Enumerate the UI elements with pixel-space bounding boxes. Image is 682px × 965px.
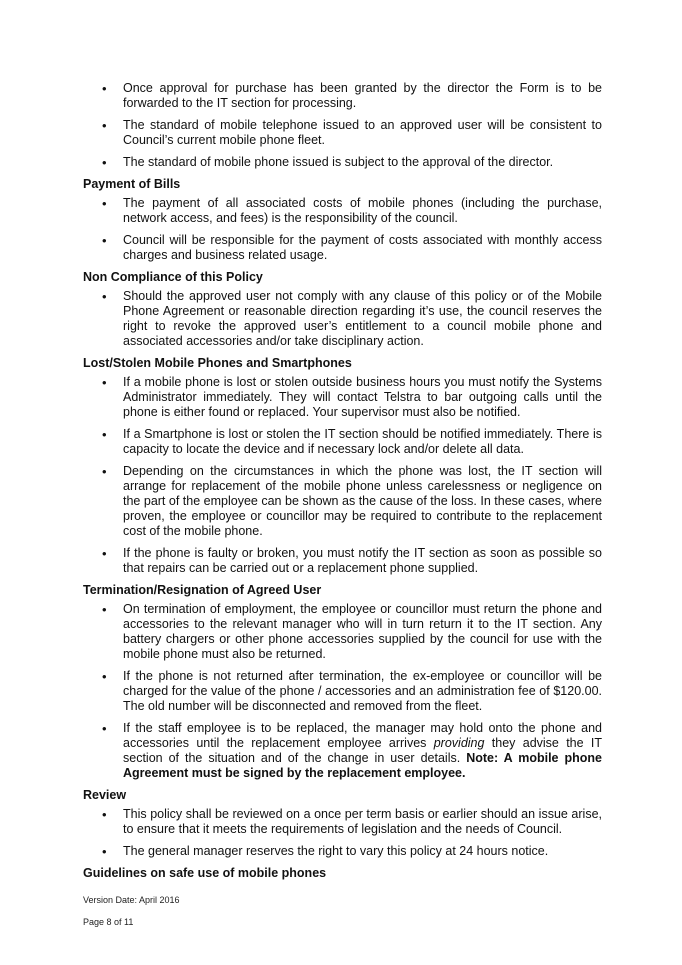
lost-stolen-list — [83, 375, 602, 576]
list-item: • Depending on the circumstances in which the phone was lost, the IT section will arrange for replacement of the mobile phone unless carelessness or negligence on the part of the employee can be shown as the cause of the loss. In these cases, where proven, the employee or councillor may be required to contribute to the replacement cost of the mobile phone. — [83, 464, 602, 539]
noncompliance-heading: Non Compliance of this Policy — [83, 270, 263, 284]
list-item: • On termination of employment, the employee or councillor must return the phone and accessories to the relevant manager who will in turn return it to the IT section. Any battery chargers or other phone accessories supplied by the council for use with the mobile phone must also be returned. — [83, 602, 602, 662]
page-number: Page 8 of 11 — [83, 917, 134, 927]
list-item: • Should the approved user not comply with any clause of this policy or of the Mobile Phone Agreement or reasonable direction regarding it’s use, the council reserves the right to revoke the approved user’s entitlement to a council mobile phone and associated accessories and/or take disciplinary action. — [83, 289, 602, 349]
list-item: • This policy shall be reviewed on a once per term basis or earlier should an issue arise, to ensure that it meets the requirements of legislation and the needs of Council. — [83, 807, 602, 837]
list-item: • The payment of all associated costs of mobile phones (including the purchase, network access, and fees) is the responsibility of the council. — [83, 196, 602, 226]
agreement-note: Note: A mobile phone Agreement must be signed by the replacement employee. — [123, 751, 602, 780]
list-item: • Council will be responsible for the payment of costs associated with monthly access charges and business related usage. — [83, 233, 602, 263]
review-heading: Review — [83, 788, 127, 802]
emphasis-text: providing — [433, 736, 485, 750]
list-item — [83, 721, 602, 781]
noncompliance-list — [83, 289, 602, 349]
list-item: • Once approval for purchase has been granted by the director the Form is to be forwarded to the IT section for processing. — [83, 81, 602, 111]
termination-heading: Termination/Resignation of Agreed User — [83, 583, 322, 597]
list-item: • The standard of mobile phone issued is subject to the approval of the director. — [83, 155, 602, 170]
list-item: • The general manager reserves the right to vary this policy at 24 hours notice. — [83, 844, 602, 859]
list-item: • If a Smartphone is lost or stolen the IT section should be notified immediately. There is capacity to locate the device and if necessary lock and/or delete all data. — [83, 427, 602, 457]
intro-list — [83, 81, 602, 170]
payment-heading: Payment of Bills — [83, 177, 181, 191]
list-item: • If the phone is not returned after termination, the ex-employee or councillor will be charged for the value of the phone / accessories and an administration fee of $120.00. The old number will be disconnected and removed from the fleet. — [83, 669, 602, 714]
list-item: • If the phone is faulty or broken, you must notify the IT section as soon as possible so that repairs can be carried out or a replacement phone supplied. — [83, 546, 602, 576]
list-item: • If a mobile phone is lost or stolen outside business hours you must notify the Systems Administrator immediately. They will contact Telstra to bar outgoing calls until the phone is either found or replaced. Your supervisor must also be notified. — [83, 375, 602, 420]
termination-list — [83, 602, 602, 781]
payment-list — [83, 196, 602, 263]
staff-item-text-continued: they advise the IT section of the situation and of the change in user details. — [123, 736, 602, 765]
staff-item-text: If the staff employee is to be replaced, the manager may hold onto the phone and accessories until the replacement employee arrives — [123, 721, 602, 750]
lost-stolen-heading: Lost/Stolen Mobile Phones and Smartphones — [83, 356, 352, 370]
list-item: • The standard of mobile telephone issued to an approved user will be consistent to Council’s current mobile phone fleet. — [83, 118, 602, 148]
guidelines-heading: Guidelines on safe use of mobile phones — [83, 866, 327, 880]
review-list — [83, 807, 602, 859]
version-date: Version Date: April 2016 — [83, 895, 180, 905]
